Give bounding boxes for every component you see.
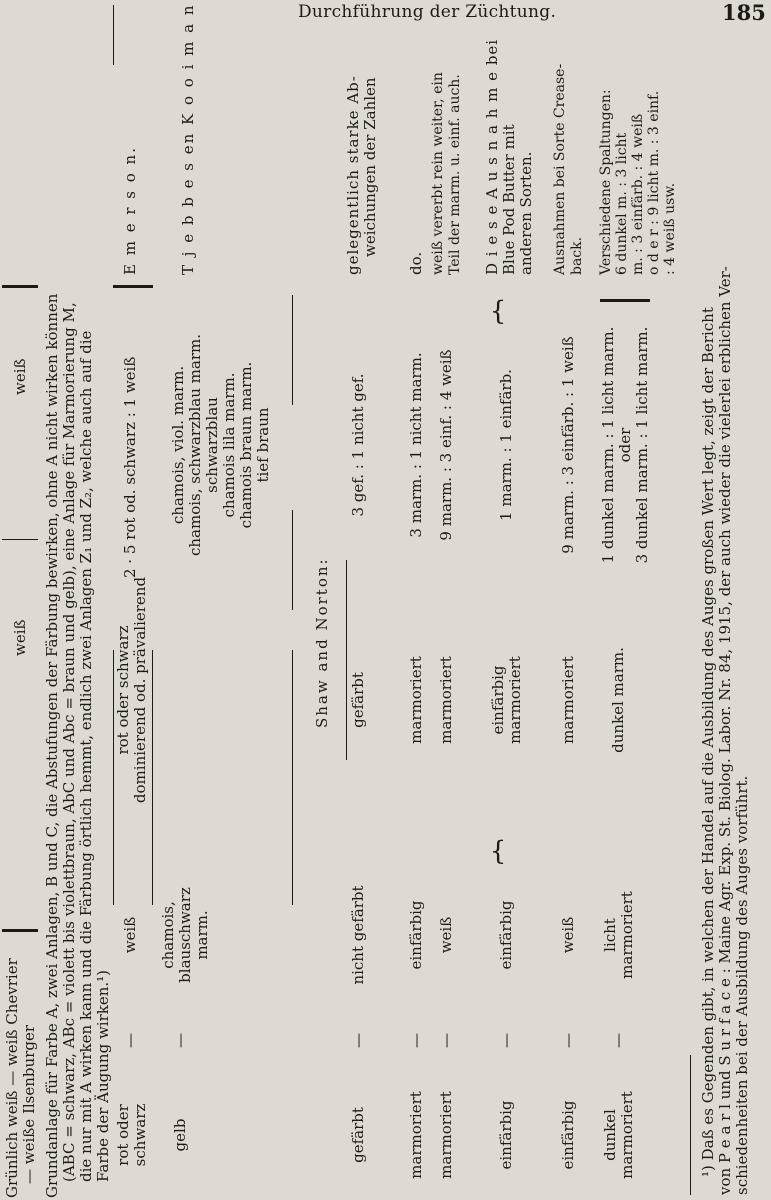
column-rule — [2, 929, 38, 932]
paragraph-line: Grundanlage für Farbe A, zwei Anlagen, B und C, die Abstufungen der Färbung bewirken, ohne A nicht wirken können — [43, 293, 61, 1198]
cell-line: einfärbig — [489, 665, 507, 735]
row1-col-b: weiß — [121, 916, 139, 954]
cell-line: m. : 3 einfärb. : 4 weiß — [630, 113, 646, 275]
row3-col-b: nicht gefärbt — [349, 885, 367, 985]
row4-col-e: do. — [407, 251, 425, 275]
row4-col-c: marmoriert — [407, 656, 425, 744]
cell-line: chamois, schwarzblau marm. — [186, 334, 204, 557]
cell-line: oder — [616, 427, 634, 463]
row8-col-e — [598, 89, 678, 275]
row1-col-d: 2 · 5 rot od. schwarz : 1 weiß — [121, 356, 139, 578]
cell-line: dominierend od. prävalierend — [131, 576, 149, 804]
row6-col-e — [484, 39, 535, 275]
row1-col-e: E m e r s o n. — [121, 146, 139, 275]
top-row-middle: weiß — [11, 619, 29, 656]
cell-line: Ausnahmen bei Sorte Crease- — [552, 63, 568, 275]
row2-col-d — [170, 310, 272, 580]
cell-line: marmoriert — [618, 891, 636, 979]
row2-dash: — — [171, 1033, 189, 1048]
top-row-left — [4, 958, 38, 1198]
row6-col-b: einfärbig — [497, 900, 515, 970]
row1-dash: — — [121, 1033, 139, 1048]
cell-line: : 4 weiß usw. — [662, 182, 678, 275]
section-heading: Shaw and Norton: — [313, 557, 331, 728]
rule — [346, 560, 347, 760]
row7-col-b: weiß — [559, 916, 577, 954]
row7-col-e — [552, 64, 586, 275]
row8-col-d — [600, 310, 651, 580]
row8-col-c: dunkel marm. — [609, 647, 627, 753]
row6-col-a: einfärbig — [497, 1100, 515, 1170]
row8-dash: — — [609, 1033, 627, 1048]
cell-line: anderen Sorten. — [517, 151, 535, 275]
row3-col-a: gefärbt — [349, 1107, 367, 1163]
cell-line: blauschwarz — [176, 887, 194, 983]
row6-dash: — — [497, 1033, 515, 1048]
rule — [292, 295, 293, 405]
row3-col-e — [345, 75, 379, 275]
cell-line: back. — [569, 236, 585, 275]
row5-dash: — — [437, 1033, 455, 1048]
row5-col-d: 9 marm. : 3 einf. : 4 weiß — [437, 349, 455, 541]
row8-col-b — [602, 870, 636, 1000]
rule — [113, 5, 114, 65]
cell-line: D i e s e A u s n a h m e bei — [483, 38, 501, 275]
cell-line: weichungen der Zahlen — [361, 77, 379, 257]
footnote-line: ¹) Daß es Gegenden gibt, in welchen der Handel auf die Ausbildung des Auges großen Wert legt, zeigt der Bericht — [699, 307, 717, 1177]
cell-line: 6 dunkel m. : 3 licht — [614, 132, 630, 275]
row6-col-d: 1 marm. : 1 einfärb. — [497, 369, 515, 521]
brace-glyph: { — [489, 836, 507, 867]
footnote — [700, 266, 751, 1195]
paragraph-line: Farbe der Äugung wirken.¹) — [94, 969, 112, 1182]
paragraph-line: (ABC = schwarz, ABc = violett bis violettbraun, AbC und Abc = braun und gelb), eine Anlage für Marmorierung M, — [60, 302, 78, 1182]
footnote-line: von P e a r l und S u r f a c e : Maine Agr. Exp. St. Biolog. Labor. Nr. 84, 1915, der auch wieder die vielerlei erblichen Ver- — [716, 266, 734, 1195]
paragraph-line: die nur mit A wirken kann und die Färbung örtlich hemmt, endlich zwei Anlagen Z₁ und Z₂, welche auch auf die — [77, 330, 95, 1182]
top-row-right: weiß — [11, 358, 29, 395]
column-rule — [2, 539, 38, 540]
cell-line: schwarz — [131, 1103, 149, 1167]
row1-col-a — [115, 1090, 149, 1180]
row5-col-e — [430, 72, 464, 275]
brace-glyph: { — [489, 296, 507, 327]
row7-col-d: 9 marm. : 3 einfärb. : 1 weiß — [559, 336, 577, 554]
row5-col-a: marmoriert — [437, 1091, 455, 1179]
row4-col-d: 3 marm. : 1 nicht marm. — [407, 352, 425, 538]
rule — [292, 650, 293, 905]
row2-col-a: gelb — [171, 1118, 189, 1152]
cell-line: 1 dunkel marm. : 1 licht marm. — [599, 326, 617, 564]
cell-line: tief braun — [254, 407, 272, 483]
footnote-line: schiedenheiten bei der Ausbildung des Auges vorführt. — [733, 775, 751, 1195]
row2-col-b — [160, 870, 211, 1000]
row2-col-e: T j e b b e s en K o o i m a n — [179, 3, 197, 275]
cell-line: rot oder schwarz — [114, 625, 132, 755]
cell-line: o d e r : 9 licht m. : 3 einf. — [646, 90, 662, 275]
column-rule — [113, 285, 153, 288]
cell-line: chamois braun marm. — [237, 361, 255, 529]
emerson-paragraph — [44, 294, 112, 1198]
cell-line: marmoriert — [618, 1091, 636, 1179]
running-title: Durchführung der Züchtung. — [298, 2, 557, 22]
row4-col-a: marmoriert — [407, 1091, 425, 1179]
row4-dash: — — [407, 1033, 425, 1048]
cell-line: Verschiedene Spaltungen: — [598, 89, 614, 275]
top-row-left-line: — weiße Ilsenburger — [20, 1025, 38, 1184]
row3-col-d: 3 gef. : 1 nicht gef. — [349, 373, 367, 517]
rule — [152, 650, 153, 905]
rule — [292, 510, 293, 610]
cell-line: chamois lila marm. — [220, 372, 238, 518]
row3-col-c: gefärbt — [349, 672, 367, 728]
cell-line: dunkel — [601, 1109, 619, 1161]
cell-line: rot oder — [114, 1104, 132, 1166]
cell-line: weiß vererbt rein weiter, ein — [430, 72, 446, 275]
row3-dash: — — [349, 1033, 367, 1048]
cell-line: chamois, — [159, 901, 177, 969]
row1-col-c — [115, 575, 149, 805]
column-rule — [600, 299, 650, 302]
cell-line: chamois, viol. marm. — [169, 365, 187, 525]
row6-col-c — [490, 640, 524, 760]
row4-col-b: einfärbig — [407, 900, 425, 970]
page-number: 185 — [722, 0, 766, 25]
row8-col-a — [602, 1085, 636, 1185]
row7-dash: — — [559, 1033, 577, 1048]
cell-line: licht — [601, 918, 619, 952]
row5-col-c: marmoriert — [437, 656, 455, 744]
cell-line: marmoriert — [506, 656, 524, 744]
footnote-rule — [690, 1055, 691, 1195]
row7-col-c: marmoriert — [559, 656, 577, 744]
cell-line: schwarzblau — [203, 397, 221, 493]
cell-line: 3 dunkel marm. : 1 licht marm. — [633, 326, 651, 564]
cell-line: Teil der marm. u. einf. auch. — [447, 74, 463, 275]
column-rule — [2, 285, 38, 288]
row7-col-a: einfärbig — [559, 1100, 577, 1170]
row5-col-b: weiß — [437, 916, 455, 954]
cell-line: marm. — [193, 910, 211, 960]
cell-line: Blue Pod Butter mit — [500, 124, 518, 275]
top-row-left-line: Grünlich weiß — weiß Chevrier — [3, 958, 21, 1198]
cell-line: gelegentlich starke Ab- — [344, 75, 362, 275]
